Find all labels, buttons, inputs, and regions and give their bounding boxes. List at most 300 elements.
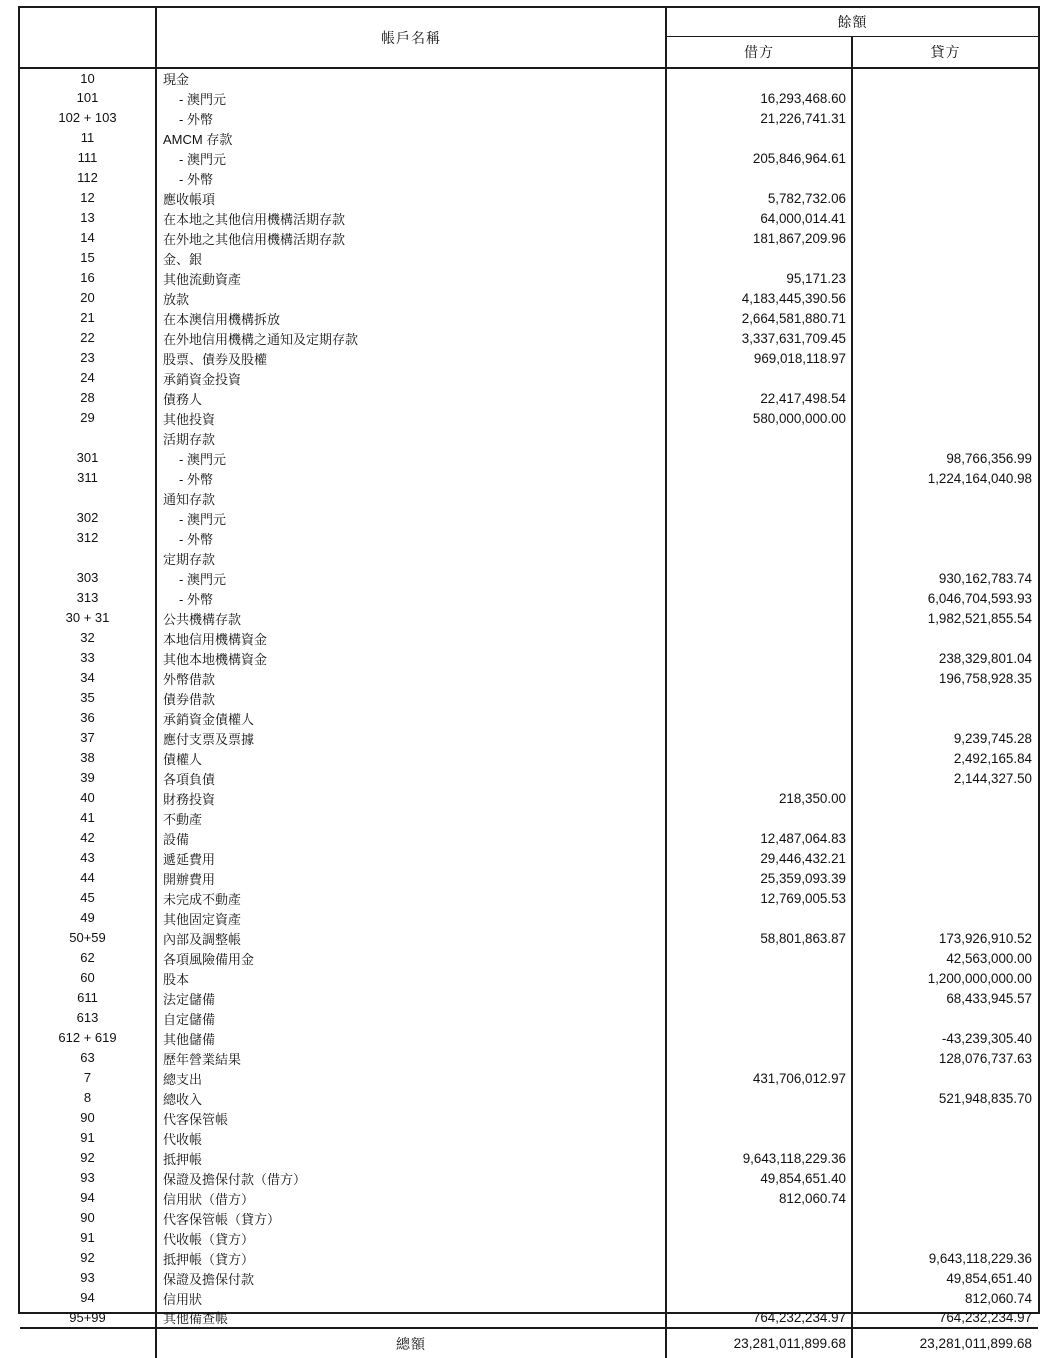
account-code: 28 [20,388,156,408]
debit-amount [666,1128,852,1148]
account-name: 代客保管帳（貸方） [156,1208,666,1228]
credit-amount: 98,766,356.99 [946,450,1032,466]
account-code: 22 [20,328,156,348]
credit-amount [852,428,1038,448]
account-name: 歷年營業結果 [156,1048,666,1068]
table-row [20,248,1038,268]
debit-amount [666,1108,852,1128]
account-name: 在本澳信用機構拆放 [156,308,666,328]
credit-amount [852,388,1038,408]
debit-amount [666,508,852,528]
account-name: 應付支票及票據 [156,728,666,748]
debit-amount [666,948,852,968]
account-code: 91 [20,1228,156,1248]
credit-amount [852,348,1038,368]
debit-amount [666,968,852,988]
account-name: - 外幣 [156,528,666,548]
credit-amount [852,288,1038,308]
debit-amount [666,688,852,708]
account-code: 94 [20,1288,156,1308]
table-row [20,648,1038,668]
credit-amount [852,1168,1038,1188]
table-row [20,428,1038,448]
debit-amount [666,668,852,688]
table-row [20,188,1038,208]
account-name: 其他投資 [156,408,666,428]
table-row [20,368,1038,388]
credit-amount [852,228,1038,248]
account-name: 定期存款 [156,548,666,568]
account-code: 42 [20,828,156,848]
account-code: 23 [20,348,156,368]
account-code: 40 [20,788,156,808]
header-debit: 借方 [666,37,852,69]
credit-amount: 930,162,783.74 [938,570,1032,586]
credit-amount [852,688,1038,708]
debit-amount: 431,706,012.97 [666,1068,852,1088]
credit-amount [852,848,1038,868]
table-row [20,988,1038,1008]
table-row [20,1168,1038,1188]
debit-amount: 21,226,741.31 [666,108,852,128]
account-code: 90 [20,1108,156,1128]
table-row [20,108,1038,128]
credit-amount [852,708,1038,728]
debit-amount [666,768,852,788]
account-code [20,488,156,508]
table-row [20,1288,1038,1308]
account-name: 在外地信用機構之通知及定期存款 [156,328,666,348]
debit-amount [666,568,852,588]
credit-amount [852,248,1038,268]
debit-amount [666,428,852,448]
credit-amount: 9,643,118,229.36 [928,1250,1032,1266]
account-code: 14 [20,228,156,248]
account-code: 313 [20,588,156,608]
table-row [20,1048,1038,1068]
table-row [20,508,1038,528]
debit-amount [666,608,852,628]
account-name: 內部及調整帳 [156,928,666,948]
debit-amount [666,908,852,928]
account-code: 612 + 619 [20,1028,156,1048]
table-row [20,1228,1038,1248]
debit-amount: 580,000,000.00 [666,408,852,428]
debit-amount [666,528,852,548]
credit-amount: 42,563,000.00 [946,950,1032,966]
debit-amount: 95,171.23 [666,268,852,288]
credit-amount [852,368,1038,388]
debit-amount [666,468,852,488]
debit-amount: 49,854,651.40 [666,1168,852,1188]
account-name: - 外幣 [156,168,666,188]
table-row [20,848,1038,868]
table-row [20,968,1038,988]
credit-amount [852,1008,1038,1028]
header-account-name: 帳戶名稱 [156,8,666,68]
credit-amount [852,328,1038,348]
debit-amount [666,248,852,268]
table-row [20,68,1038,88]
account-name: - 澳門元 [156,88,666,108]
credit-amount [852,268,1038,288]
credit-amount [852,488,1038,508]
credit-amount: 1,200,000,000.00 [927,970,1032,986]
account-code: 613 [20,1008,156,1028]
account-name: 其他固定資產 [156,908,666,928]
table-row [20,868,1038,888]
debit-amount: 64,000,014.41 [666,208,852,228]
account-name: 活期存款 [156,428,666,448]
table-row [20,288,1038,308]
credit-amount: 238,329,801.04 [938,650,1032,666]
table-row [20,448,1038,468]
debit-amount [666,748,852,768]
debit-amount [666,1208,852,1228]
credit-amount: 1,224,164,040.98 [927,470,1032,486]
account-code: 92 [20,1148,156,1168]
account-code: 10 [20,68,156,88]
account-name: 在本地之其他信用機構活期存款 [156,208,666,228]
table-row [20,828,1038,848]
account-code [20,428,156,448]
account-name: 保證及擔保付款（借方） [156,1168,666,1188]
debit-amount: 25,359,093.39 [666,868,852,888]
account-code: 93 [20,1168,156,1188]
credit-amount [852,1208,1038,1228]
table-header [20,8,1038,68]
account-name: 現金 [156,68,666,88]
account-name: 其他本地機構資金 [156,648,666,668]
credit-amount [852,828,1038,848]
account-name: - 澳門元 [156,448,666,468]
debit-amount: 2,664,581,880.71 [666,308,852,328]
credit-amount [852,208,1038,228]
debit-amount [666,1228,852,1248]
account-name: 總支出 [156,1068,666,1088]
credit-amount [852,1128,1038,1148]
table-row [20,88,1038,108]
account-code: 94 [20,1188,156,1208]
credit-amount [852,168,1038,188]
account-name: 債權人 [156,748,666,768]
account-code: 62 [20,948,156,968]
account-code: 301 [20,448,156,468]
debit-amount [666,1268,852,1288]
account-code: 34 [20,668,156,688]
credit-amount: 128,076,737.63 [938,1050,1032,1066]
account-name: 承銷資金債權人 [156,708,666,728]
account-name: 信用狀 [156,1288,666,1308]
credit-amount: 196,758,928.35 [938,670,1032,686]
account-code: 302 [20,508,156,528]
account-name: 本地信用機構資金 [156,628,666,648]
account-code: 95+99 [20,1308,156,1328]
credit-amount: 173,926,910.52 [938,930,1032,946]
total-label: 總額 [156,1328,666,1358]
balance-sheet-table-container [18,6,1040,1352]
total-code-cell [20,1328,156,1358]
account-name: 金、銀 [156,248,666,268]
debit-amount: 181,867,209.96 [666,228,852,248]
credit-amount [852,548,1038,568]
debit-amount: 969,018,118.97 [666,348,852,368]
credit-amount [852,788,1038,808]
account-name: 放款 [156,288,666,308]
account-code: 60 [20,968,156,988]
table-row [20,668,1038,688]
account-code: 38 [20,748,156,768]
account-code: 8 [20,1088,156,1108]
credit-amount [852,528,1038,548]
debit-amount [666,708,852,728]
account-code: 311 [20,468,156,488]
table-row [20,1268,1038,1288]
total-credit: 23,281,011,899.68 [852,1328,1038,1358]
account-name: 抵押帳（貸方） [156,1248,666,1268]
credit-amount: 521,948,835.70 [938,1090,1032,1106]
account-code: 16 [20,268,156,288]
total-row [20,1328,1038,1358]
account-code: 111 [20,148,156,168]
account-code: 611 [20,988,156,1008]
account-code: 43 [20,848,156,868]
header-credit: 貸方 [852,37,1038,69]
table-row [20,788,1038,808]
account-name: - 外幣 [156,108,666,128]
account-code: 303 [20,568,156,588]
table-row [20,168,1038,188]
table-row [20,568,1038,588]
account-code: 101 [20,88,156,108]
account-name: 通知存款 [156,488,666,508]
table-row [20,608,1038,628]
table-row [20,208,1038,228]
debit-amount [666,728,852,748]
debit-amount: 764,232,234.97 [666,1308,852,1328]
account-code: 63 [20,1048,156,1068]
credit-amount [852,888,1038,908]
credit-amount [852,308,1038,328]
credit-amount [852,908,1038,928]
credit-amount [852,1108,1038,1128]
account-name: 代收帳（貸方） [156,1228,666,1248]
table-row [20,908,1038,928]
account-name: - 澳門元 [156,148,666,168]
account-name: 其他備查帳 [156,1308,666,1328]
account-name: 在外地之其他信用機構活期存款 [156,228,666,248]
debit-amount [666,1048,852,1068]
debit-amount: 3,337,631,709.45 [666,328,852,348]
table-row [20,408,1038,428]
debit-amount [666,1248,852,1268]
table-row [20,708,1038,728]
debit-amount: 4,183,445,390.56 [666,288,852,308]
table-row [20,1188,1038,1208]
credit-amount [852,508,1038,528]
credit-amount [852,188,1038,208]
credit-amount [852,148,1038,168]
account-code [20,548,156,568]
account-name: 總收入 [156,1088,666,1108]
account-name: 各項負債 [156,768,666,788]
account-code: 50+59 [20,928,156,948]
debit-amount [666,368,852,388]
account-name: 承銷資金投資 [156,368,666,388]
account-code: 45 [20,888,156,908]
table-row [20,1248,1038,1268]
account-name: 不動產 [156,808,666,828]
table-row [20,728,1038,748]
debit-amount: 12,769,005.53 [666,888,852,908]
credit-amount [852,1188,1038,1208]
credit-amount: 812,060.74 [964,1290,1032,1306]
table-row [20,1088,1038,1108]
table-row [20,1308,1038,1328]
debit-amount: 12,487,064.83 [666,828,852,848]
debit-amount [666,648,852,668]
credit-amount [852,408,1038,428]
table-row [20,948,1038,968]
credit-amount: 49,854,651.40 [946,1270,1032,1286]
account-code: 93 [20,1268,156,1288]
table-row [20,148,1038,168]
credit-amount [852,868,1038,888]
account-name: 各項風險備用金 [156,948,666,968]
table-row [20,1208,1038,1228]
account-code: 29 [20,408,156,428]
debit-amount [666,808,852,828]
credit-amount [852,1228,1038,1248]
account-code: 35 [20,688,156,708]
header-balance: 餘額 [666,8,1038,37]
table-row [20,688,1038,708]
account-code: 24 [20,368,156,388]
table-row [20,128,1038,148]
account-code: 15 [20,248,156,268]
table-row [20,888,1038,908]
debit-amount [666,1088,852,1108]
table-row [20,488,1038,508]
credit-amount: 2,144,327.50 [953,770,1032,786]
table-row [20,628,1038,648]
debit-amount [666,1288,852,1308]
account-code: 102 + 103 [20,108,156,128]
debit-amount [666,448,852,468]
account-name: 遞延費用 [156,848,666,868]
debit-amount: 812,060.74 [666,1188,852,1208]
credit-amount: 764,232,234.97 [938,1310,1032,1325]
table-row [20,468,1038,488]
debit-amount: 16,293,468.60 [666,88,852,108]
table-row [20,1108,1038,1128]
account-code: 12 [20,188,156,208]
account-name: 公共機構存款 [156,608,666,628]
debit-amount: 9,643,118,229.36 [666,1148,852,1168]
credit-amount [852,108,1038,128]
account-name: 開辦費用 [156,868,666,888]
debit-amount [666,128,852,148]
table-row [20,588,1038,608]
account-name: 保證及擔保付款 [156,1268,666,1288]
debit-amount [666,68,852,88]
table-row [20,328,1038,348]
account-name: AMCM 存款 [156,128,666,148]
account-name: 法定儲備 [156,988,666,1008]
credit-amount [852,808,1038,828]
table-row [20,528,1038,548]
total-debit: 23,281,011,899.68 [666,1328,852,1358]
table-row [20,928,1038,948]
account-code: 49 [20,908,156,928]
credit-amount [852,1068,1038,1088]
header-code-column [20,8,156,68]
debit-amount: 205,846,964.61 [666,148,852,168]
table-row [20,1008,1038,1028]
credit-amount: 9,239,745.28 [953,730,1032,746]
account-name: 其他儲備 [156,1028,666,1048]
debit-amount [666,488,852,508]
table-footer [20,1328,1038,1358]
table-row [20,808,1038,828]
account-name: 外幣借款 [156,668,666,688]
account-code: 92 [20,1248,156,1268]
account-name: 應收帳項 [156,188,666,208]
account-code: 21 [20,308,156,328]
account-code: 41 [20,808,156,828]
table-row [20,1148,1038,1168]
credit-amount [852,628,1038,648]
account-name: - 澳門元 [156,568,666,588]
debit-amount [666,988,852,1008]
table-row [20,748,1038,768]
table-row [20,228,1038,248]
account-code: 112 [20,168,156,188]
account-name: - 外幣 [156,588,666,608]
table-row [20,1128,1038,1148]
table-row [20,1068,1038,1088]
debit-amount: 29,446,432.21 [666,848,852,868]
table-body [20,68,1038,1328]
debit-amount [666,1008,852,1028]
account-code: 11 [20,128,156,148]
account-name: 信用狀（借方） [156,1188,666,1208]
account-name: 財務投資 [156,788,666,808]
debit-amount: 5,782,732.06 [666,188,852,208]
credit-amount [852,68,1038,88]
account-name: 股票、債券及股權 [156,348,666,368]
account-code: 37 [20,728,156,748]
account-name: 代收帳 [156,1128,666,1148]
account-code: 91 [20,1128,156,1148]
debit-amount [666,168,852,188]
account-name: 其他流動資產 [156,268,666,288]
credit-amount [852,1148,1038,1168]
debit-amount: 218,350.00 [666,788,852,808]
debit-amount [666,628,852,648]
account-name: 代客保管帳 [156,1108,666,1128]
credit-amount [852,88,1038,108]
credit-amount [852,128,1038,148]
account-code: 36 [20,708,156,728]
account-name: 股本 [156,968,666,988]
table-row [20,268,1038,288]
account-name: 設備 [156,828,666,848]
account-code: 32 [20,628,156,648]
debit-amount [666,588,852,608]
account-code: 39 [20,768,156,788]
account-name: 抵押帳 [156,1148,666,1168]
